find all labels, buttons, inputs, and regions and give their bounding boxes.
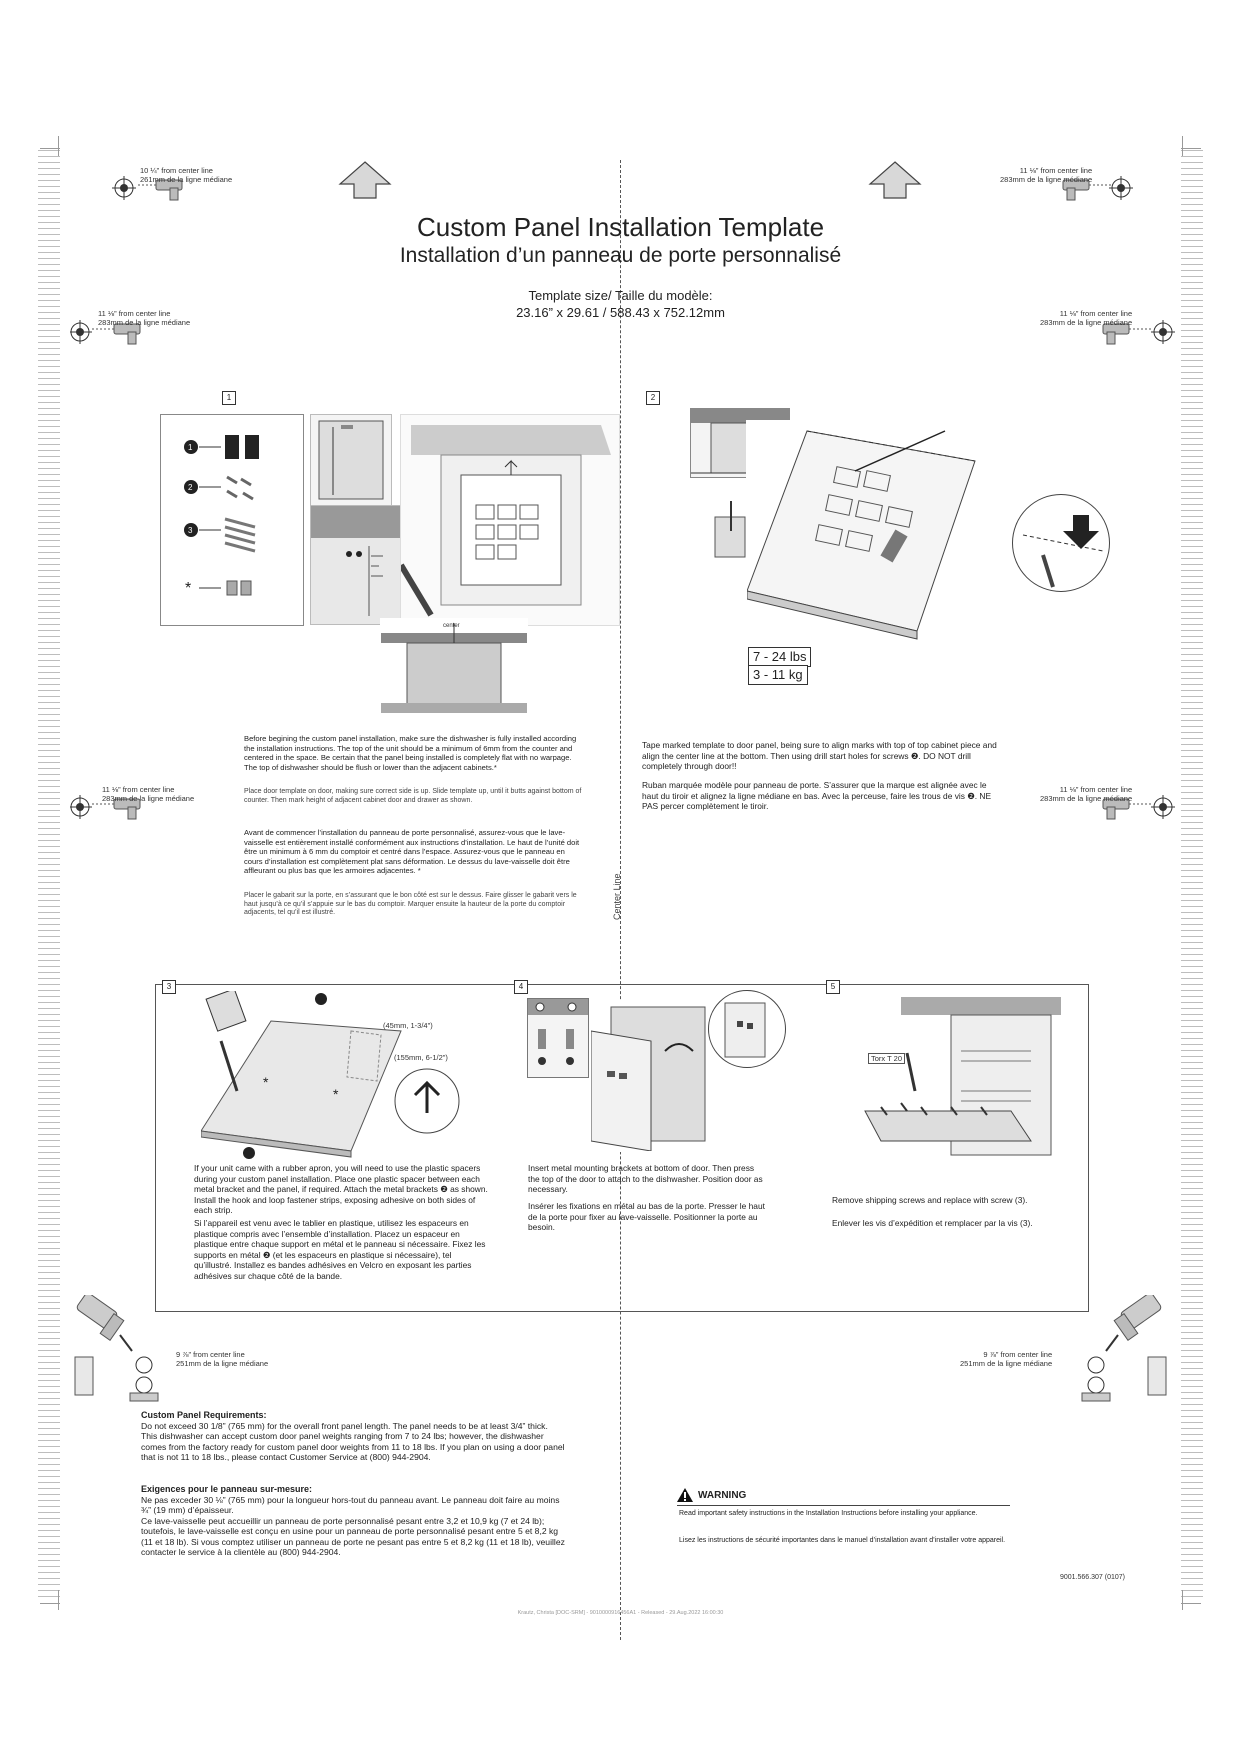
- svg-text:2: 2: [188, 483, 193, 492]
- warning-divider: [677, 1505, 1010, 1506]
- dimension-label-2: (155mm, 6-1/2"): [394, 1053, 448, 1062]
- step3-text-fr: Si l’appareil est venu avec le tablier en plastique, utilisez les espaceurs en plastique compris avec l’ensemble d’installation. Placez un espaceur en plastique entre chaque support en métal et le panneau si nécessaire. Fixez les supports en métal ❷ (et les espaceurs en plastique si nécessaire), tel qu’illustré. Installez es bandes adhésives en Velcro en exposant les parties adhésives sur chaque côté de la bande.: [194, 1218, 486, 1281]
- requirements-text-en: Do not exceed 30 1/8” (765 mm) for the overall front panel length. The panel needs to be at least 3/4” thick. This dishwasher can accept custom door panel weights ranging from 7 to 24 lbs; however, the dishwasher comes from the factory ready for custom panel door weights from 11 to 18 lbs. If you plan on using a door panel that is not 11 to 18 lbs., please contact Customer Service at (800) 944-2904.: [141, 1421, 565, 1463]
- up-arrow-icon: [868, 160, 922, 200]
- page-subtitle: Installation d’un panneau de porte personnalisé: [399, 244, 842, 267]
- svg-text:*: *: [263, 1074, 269, 1090]
- step1-text-en-2: Place door template on door, making sure correct side is up. Slide template up, until it butts against bottom of counter. Then mark height of adjacent cabinet door and drawer as shown.: [244, 788, 582, 804]
- door-zoom-illustration: [708, 990, 786, 1068]
- up-arrow-icon: [338, 160, 392, 200]
- step-number-4: 4: [514, 980, 528, 994]
- crop-mark: [58, 136, 59, 156]
- mark-label: 9 ⅞” from center line 251mm de la ligne médiane: [176, 1350, 269, 1368]
- document-number: 9001.566.307 (0107): [1060, 1574, 1125, 1581]
- mark-label: 11 ⅛” from center line 283mm de la ligne médiane: [102, 785, 195, 803]
- svg-text:3: 3: [188, 526, 193, 535]
- step4-text-en: Insert metal mounting brackets at bottom of door. Then press the top of the door to attach to the dishwasher. Position door as necessary.: [528, 1163, 763, 1194]
- step2-text-fr: Ruban marquée modèle pour panneau de porte. S’assurer que la marque est alignée avec le haut du tiroir et alignez la ligne médiane en bas. Avec la perceuse, faire les trous de vis ❷. NE PAS percer complètement le tiroir.: [642, 780, 992, 811]
- svg-text:1: 1: [188, 443, 193, 452]
- template-size-value: 23.16” x 29.61 / 588.43 x 752.12mm: [516, 305, 725, 320]
- step3-text-en: If your unit came with a rubber apron, you will need to use the plastic spacers during your custom panel installation. Place one plastic spacer between each metal bracket and the panel, if required. Attach the metal brackets ❷ as shown. Install the hook and loop fastener strips, exposing adhesive on both sides of each strip.: [194, 1163, 488, 1215]
- center-label: center: [443, 623, 460, 629]
- page-title: Custom Panel Installation Template: [416, 212, 825, 242]
- center-alignment-illustration: [380, 618, 528, 716]
- warning-heading: WARNING: [698, 1490, 747, 1501]
- footer-stamp: Krautz, Christa [DOC-SRM] - 9010000916456A1 - Released - 29.Aug.2022 16:00:30: [517, 1610, 724, 1616]
- kitchen-template-illustration: [400, 414, 620, 626]
- step1-text-fr-2: Placer le gabarit sur la porte, en s’assurant que le bon côté est sur le dessus. Faire glisser le gabarit vers le haut jusqu’à ce qu’il s’appuie sur le bas du comptoir. Marquer ensuite la hauteur de la porte du comptoir adjacents, tel qu’il est illustré.: [244, 892, 577, 916]
- step5-text-en: Remove shipping screws and replace with screw (3).: [832, 1195, 1028, 1205]
- mark-label: 11 ⅛” from center line 283mm de la ligne médiane: [1000, 166, 1093, 184]
- step1-text-fr: Avant de commencer l’installation du panneau de porte personnalisé, assurez-vous que le lave-vaisselle est entièrement installé conformément aux instructions d’installation. Le haut de l’unité doit être un minimum à 6 mm du comptoir et centré dans l’espace. Assurez-vous que le panneau en cours d’installation est complètement plat sans déformation. Le dessus du lave-vaisselle doit être affleurant ou plus bas que les armoires adjacentes. *: [244, 828, 580, 875]
- step5-text-fr: Enlever les vis d’expédition et remplacer par la vis (3).: [832, 1218, 1033, 1228]
- crop-mark: [58, 1590, 59, 1610]
- requirements-heading-fr: Exigences pour le panneau sur-mesure:: [141, 1484, 313, 1494]
- step-number-3: 3: [162, 980, 176, 994]
- alignment-zoom-illustration: [1012, 494, 1110, 592]
- measure-detail-illustration: [310, 505, 410, 625]
- left-ruler: [38, 150, 60, 1600]
- right-ruler: [1181, 150, 1203, 1600]
- mark-label: 11 ⅛” from center line 283mm de la ligne médiane: [1040, 785, 1133, 803]
- svg-text:*: *: [333, 1086, 339, 1102]
- shipping-screws-illustration: [860, 990, 1062, 1160]
- warning-icon: [677, 1488, 693, 1502]
- bracket-install-illustration: [200, 990, 462, 1160]
- torx-label: Torx T 20: [868, 1053, 905, 1064]
- step1-text-en: Before begining the custom panel installation, make sure the dishwasher is fully installed according the installation instructions. The top of the unit should be a minimum of 6mm from the counter and centered in the space. Be certain that the panel being installed is completely flat with no warpage. The top of dishwasher should be flush or lower than the adjacent cabinets.*: [244, 734, 577, 772]
- mark-label: 10 ¼” from center line 261mm de la ligne médiane: [140, 166, 233, 184]
- mark-label: 9 ⅞” from center line 251mm de la ligne médiane: [960, 1350, 1053, 1368]
- requirements-heading-en: Custom Panel Requirements:: [141, 1410, 267, 1420]
- dimension-label-1: (45mm, 1-3/4"): [383, 1021, 433, 1030]
- warning-text-en: Read important safety instructions in the Installation Instructions before installing your appliance.: [679, 1510, 978, 1517]
- step-number-1: 1: [222, 391, 236, 405]
- step4-text-fr: Insérer les fixations en métal au bas de la porte. Presser le haut de la porte pour fixer au lave-vaisselle. Positionner la porte au besoin.: [528, 1201, 765, 1232]
- step-number-5: 5: [826, 980, 840, 994]
- weight-lbs-label: 7 - 24 lbs: [748, 647, 811, 667]
- template-on-panel-illustration: [746, 420, 978, 642]
- crop-mark: [1182, 1590, 1183, 1610]
- crop-mark: [40, 148, 60, 149]
- requirements-text-fr: Ne pas exceder 30 ⅛” (765 mm) pour la longueur hors-tout du panneau avant. Le panneau doit faire au moins ¾” (19 mm) d’épaisseur. Ce lave-vaisselle peut accueillir un panneau de porte personnalisé pesant entre 3,2 et 10,9 kg (7 et 24 lb); toutefois, le lave-vaisselle est conçu en usine pour un panneau de porte personnalisé pesant entre 5 et 8,2 kg (11 et 18 lb). Si vous comptez utiliser un panneau de porte ne pesant pas entre 5 et 8,2 kg (11 et 18 lb), veuillez contacter le service à la clientèle au (800) 944-2904.: [141, 1495, 565, 1558]
- door-attach-illustration: [590, 1000, 712, 1152]
- center-line-label: Center Line: [612, 873, 622, 920]
- crop-mark: [40, 1603, 60, 1604]
- step2-text-en: Tape marked template to door panel, being sure to align marks with top of top cabinet piece and align the center line at the bottom. Then using drill start holes for screws ❷. DO NOT drill completely through door!!: [642, 740, 997, 771]
- mark-label: 11 ⅛” from center line 283mm de la ligne médiane: [1040, 309, 1133, 327]
- parts-list-illustration: [160, 414, 304, 626]
- warning-text-fr: Lisez les instructions de sécurité importantes dans le manuel d’installation avant d’installer votre appareil.: [679, 1537, 1006, 1544]
- svg-text:*: *: [185, 580, 192, 597]
- template-size-label: Template size/ Taille du modèle:: [528, 288, 713, 303]
- crop-mark: [1182, 136, 1183, 156]
- step-number-2: 2: [646, 391, 660, 405]
- weight-kg-label: 3 - 11 kg: [748, 665, 808, 685]
- dishwasher-front-illustration: [310, 414, 392, 506]
- crop-mark: [1181, 1603, 1201, 1604]
- crop-mark: [1181, 148, 1201, 149]
- mark-label: 11 ⅛” from center line 283mm de la ligne médiane: [98, 309, 191, 327]
- bracket-detail-illustration: [527, 998, 589, 1078]
